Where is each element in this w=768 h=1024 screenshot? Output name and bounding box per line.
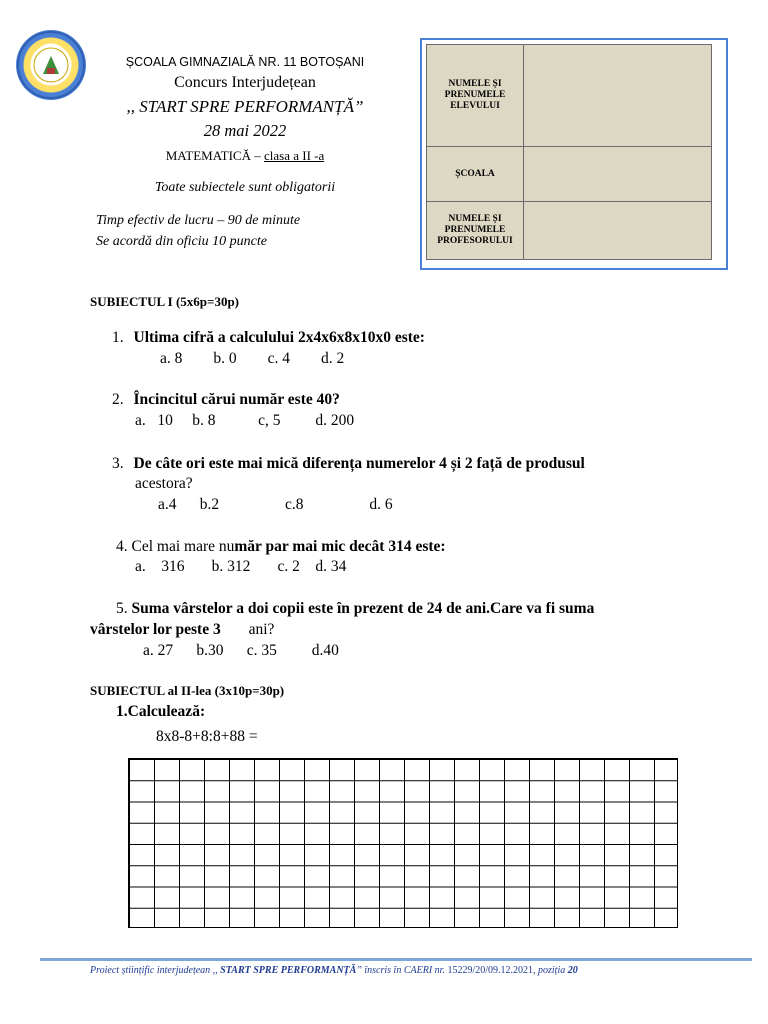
footer-divider	[40, 958, 752, 961]
all-required-note: Toate subiectele sunt obligatorii	[154, 180, 336, 195]
footer-registration: 15229/20/09.12.2021	[447, 965, 534, 976]
default-points: Se acordă din oficiu 10 puncte	[96, 234, 267, 249]
question-2	[112, 391, 340, 409]
question-2-options: a. 10 b. 8 c, 5 d. 200	[135, 412, 355, 429]
question-1-number: 1.	[112, 329, 124, 346]
section-2-question-1-label: 1.Calculează:	[116, 703, 206, 720]
footer-part-5: , poziția	[533, 965, 568, 976]
section-2-title: SUBIECTUL al II-lea (3x10p=30p)	[90, 683, 285, 698]
question-5-number: 5.	[116, 600, 128, 617]
student-name-label: NUMELE ȘI PRENUMELE ELEVULUI	[427, 45, 524, 146]
working-time: Timp efectiv de lucru – 90 de minute	[96, 213, 301, 228]
question-5-text: Suma vârstelor a doi copii este în prezent de 24 de ani.Care va fi suma	[127, 600, 595, 617]
question-5-text-continued	[90, 621, 274, 639]
logo-emblem-icon	[16, 30, 86, 100]
subject-name: MATEMATICĂ –	[165, 148, 264, 163]
contest-title: Concurs Interjudețean	[174, 74, 316, 91]
question-5-text-part3: ani?	[248, 621, 275, 638]
footer-position: 20	[567, 965, 578, 976]
question-4-lead: Cel mai mare nu	[127, 538, 235, 555]
question-3-text-continued: acestora?	[135, 475, 193, 492]
question-5	[116, 600, 594, 618]
question-3-text: De câte ori este mai mică diferența numerelor 4 și 2 față de produsul	[133, 455, 585, 472]
student-name-row	[427, 45, 711, 147]
school-name: ȘCOALA GIMNAZIALĂ NR. 11 BOTOȘANI	[125, 55, 365, 69]
question-5-options: a. 27 b.30 c. 35 d.40	[143, 642, 339, 659]
question-1-text: Ultima cifră a calculului 2x4x6x8x10x0 este:	[133, 329, 425, 346]
footer-project-name: START SPRE PERFORMANȚĂ	[220, 965, 357, 976]
question-4-text: măr par mai mic decât 314 este:	[234, 538, 446, 555]
identification-table	[426, 44, 712, 260]
footer-part-1: Proiect științific interjudețean ,,	[90, 965, 221, 976]
question-1-options: a. 8 b. 0 c. 4 d. 2	[160, 350, 345, 367]
teacher-name-row	[427, 202, 711, 259]
question-3-number: 3.	[112, 455, 124, 472]
section-2-question-1-expression: 8x8-8+8:8+88 =	[156, 728, 258, 745]
footer-part-3: ” înscris în CAERI nr.	[356, 965, 448, 976]
question-4-options: a. 316 b. 312 c. 2 d. 34	[135, 558, 347, 575]
question-3-options: a.4 b.2 c.8 d. 6	[158, 496, 393, 513]
school-row	[427, 147, 711, 202]
contest-slogan: ,, START SPRE PERFORMANȚĂ”	[126, 97, 364, 116]
exam-date: 28 mai 2022	[203, 121, 287, 140]
question-5-text-part2: vârstelor lor peste 3	[90, 621, 221, 638]
question-2-text: Încincitul cărui număr este 40?	[133, 391, 340, 408]
class-level: clasa a II -a	[263, 148, 325, 163]
subject-line	[100, 148, 390, 164]
question-1	[112, 329, 425, 347]
question-4-number: 4.	[116, 538, 128, 555]
question-4	[116, 538, 446, 556]
question-2-number: 2.	[112, 391, 124, 408]
school-label: ȘCOALA	[427, 147, 524, 201]
question-3	[112, 455, 585, 473]
footer-note	[90, 965, 578, 976]
section-1-title: SUBIECTUL I (5x6p=30p)	[90, 294, 240, 309]
teacher-name-label: NUMELE ȘI PRENUMELE PROFESORULUI	[427, 202, 524, 259]
school-logo	[16, 30, 86, 100]
answer-grid[interactable]	[128, 758, 678, 928]
